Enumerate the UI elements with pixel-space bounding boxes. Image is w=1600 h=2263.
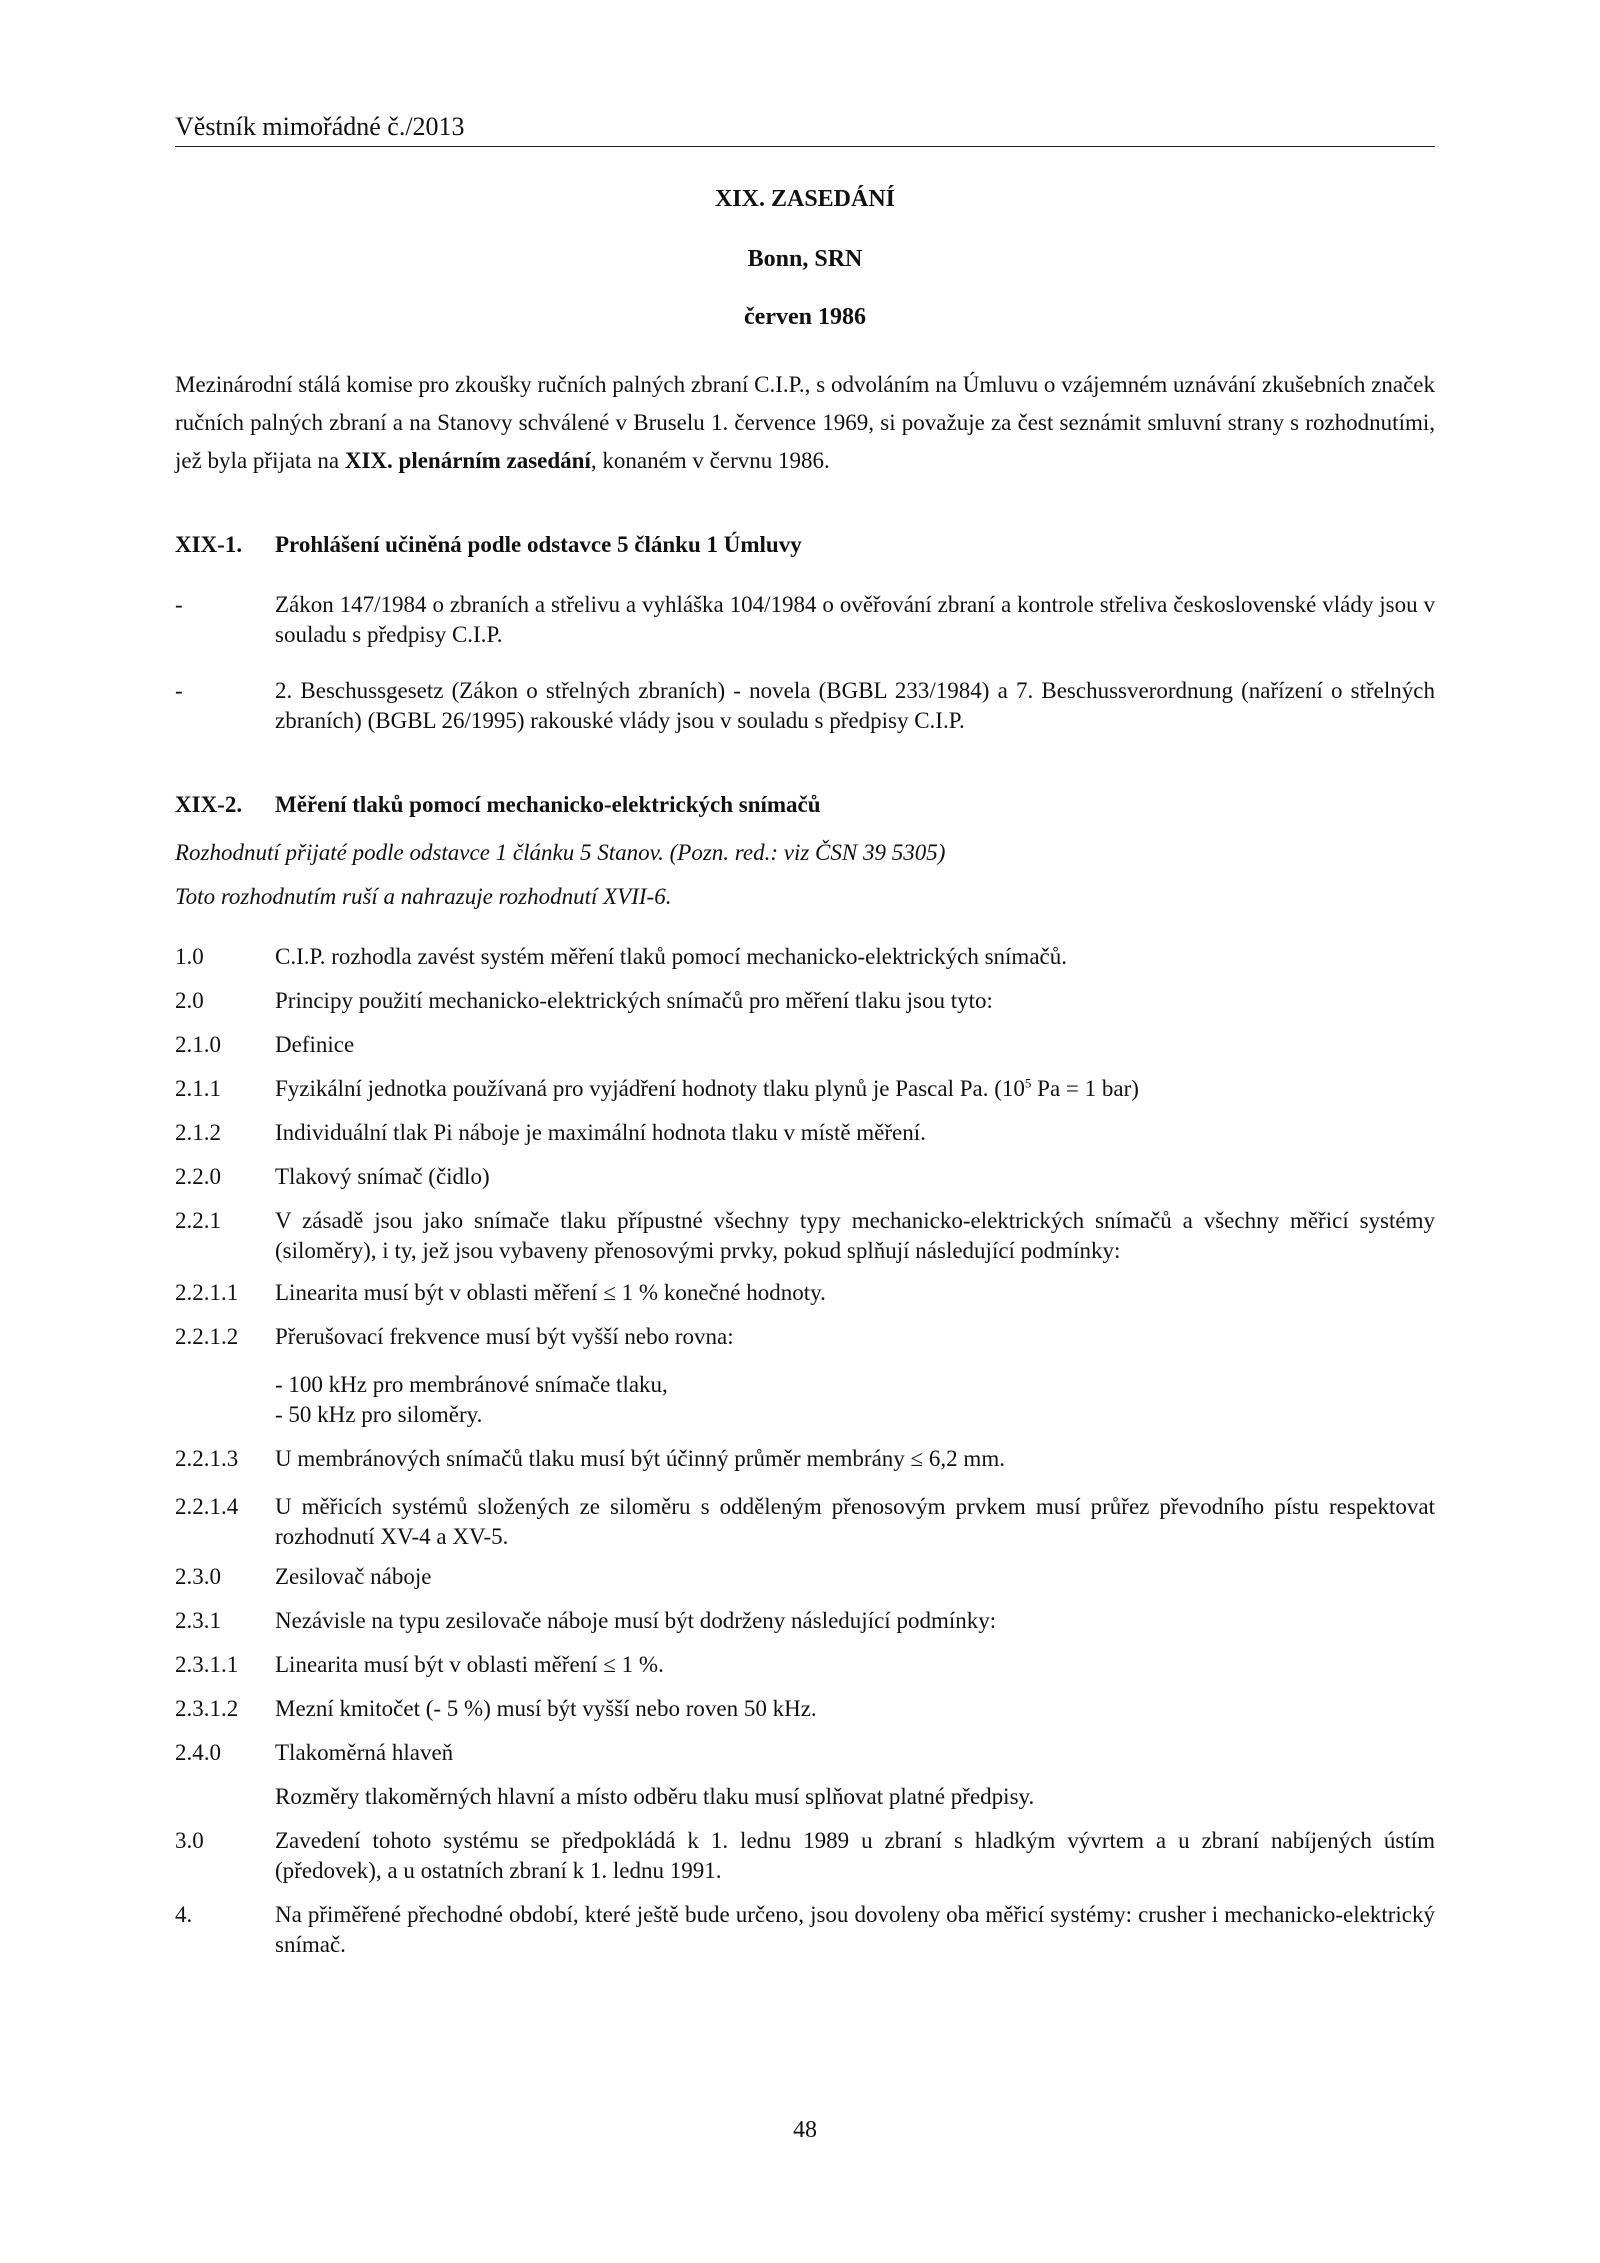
list-item [175, 1738, 1435, 1768]
list-item [175, 1694, 1435, 1724]
item-text [275, 1074, 1435, 1104]
item-text [275, 1370, 1435, 1430]
item-number: 4. [175, 1902, 193, 1927]
list-item [175, 1650, 1435, 1680]
item-text-part: Pa = 1 bar) [1031, 1076, 1139, 1101]
list-item [175, 590, 1435, 650]
item-number: 2.2.1.1 [175, 1280, 239, 1305]
page-number: 48 [793, 2117, 817, 2143]
item-number: 2.2.0 [175, 1164, 221, 1189]
item-text: C.I.P. rozhodla zavést systém měření tlaků pomocí mechanicko-elektrických snímačů. [275, 944, 1067, 969]
session-date: červen 1986 [744, 304, 866, 330]
item-number: 2.1.1 [175, 1076, 221, 1101]
section-title: Prohlášení učiněná podle odstavce 5 článku 1 Úmluvy [275, 532, 802, 557]
list-marker: - [175, 678, 183, 703]
item-number: 2.2.1.2 [175, 1324, 239, 1349]
item-number: 2.3.0 [175, 1564, 221, 1589]
sub-item: - 50 kHz pro siloměry. [275, 1402, 483, 1427]
item-text: Zavedení tohoto systému se předpokládá k 1. lednu 1989 u zbraní s hladkým vývrtem a u zbraní nabíjených ústím (předovek), a u ostatních zbraní k 1. lednu 1991. [275, 1828, 1435, 1883]
section-number: XIX-2. [175, 792, 243, 817]
item-text: Definice [275, 1032, 355, 1057]
item-text: V zásadě jsou jako snímače tlaku přípustné všechny typy mechanicko-elektrických snímačů a všechny měřicí systémy (siloměry), i ty, jež jsou vybaveny přenosovými prvky, pokud splňují následující podmínky: [275, 1208, 1435, 1263]
item-number: 2.2.1 [175, 1208, 221, 1233]
sub-item: - 100 kHz pro membránové snímače tlaku, [275, 1372, 668, 1397]
item-number: 2.0 [175, 988, 204, 1013]
list-item [175, 1074, 1435, 1104]
session-title: XIX. ZASEDÁNÍ [714, 186, 896, 212]
session-place: Bonn, SRN [747, 246, 863, 272]
item-text: Přerušovací frekvence musí být vyšší nebo rovna: [275, 1324, 734, 1349]
item-number: 2.1.0 [175, 1032, 221, 1057]
decision-note: Rozhodnutí přijaté podle odstavce 1 článku 5 Stanov. (Pozn. red.: viz ČSN 39 5305) [175, 840, 946, 865]
running-header: Věstník mimořádné č./2013 [175, 112, 1435, 147]
list-item [175, 1562, 1435, 1592]
list-text: 2. Beschussgesetz (Zákon o střelných zbraních) - novela (BGBL 233/1984) a 7. Beschussverordnung (nařízení o střelných zbraních) (BGBL 26/1995) rakouské vlády jsou v souladu s předpisy C.I.P. [275, 678, 1435, 733]
list-item [175, 1322, 1435, 1352]
item-number: 2.3.1.1 [175, 1652, 239, 1677]
list-item [175, 1782, 1435, 1812]
item-text: Zesilovač náboje [275, 1564, 432, 1589]
section-heading-1 [175, 530, 1435, 560]
intro-paragraph [175, 366, 1435, 480]
replacement-note: Toto rozhodnutím ruší a nahrazuje rozhodnutí XVII-6. [175, 884, 672, 909]
item-text: Individuální tlak Pi náboje je maximální hodnota tlaku v místě měření. [275, 1120, 926, 1145]
list-item [175, 1278, 1435, 1308]
list-item [175, 986, 1435, 1016]
list-item [175, 1370, 1435, 1430]
item-text: Nezávisle na typu zesilovače náboje musí být dodrženy následující podmínky: [275, 1608, 997, 1633]
list-item [175, 1030, 1435, 1060]
list-item [175, 1900, 1435, 1960]
list-item [175, 1206, 1435, 1266]
intro-text-end: , konaném v červnu 1986. [590, 448, 830, 473]
item-text: Linearita musí být v oblasti měření ≤ 1 %. [275, 1652, 664, 1677]
item-text-part: Fyzikální jednotka používaná pro vyjádření hodnoty tlaku plynů je Pascal Pa. (10 [275, 1076, 1025, 1101]
item-text: Linearita musí být v oblasti měření ≤ 1 % konečné hodnoty. [275, 1280, 826, 1305]
item-text: Tlakový snímač (čidlo) [275, 1164, 490, 1189]
section-title: Měření tlaků pomocí mechanicko-elektrických snímačů [275, 792, 821, 817]
item-number: 2.3.1.2 [175, 1696, 239, 1721]
intro-bold: XIX. plenárním zasedání [344, 448, 591, 473]
list-item [175, 1826, 1435, 1886]
list-item [175, 676, 1435, 736]
item-number: 2.3.1 [175, 1608, 221, 1633]
exponent: 5 [1024, 1075, 1032, 1091]
item-text: U měřicích systémů složených ze siloměru s odděleným přenosovým prvkem musí průřez převodního pístu respektovat rozhodnutí XV-4 a XV-5. [275, 1494, 1435, 1549]
item-text: U membránových snímačů tlaku musí být účinný průměr membrány ≤ 6,2 mm. [275, 1446, 1005, 1471]
item-number: 1.0 [175, 944, 204, 969]
item-text: Rozměry tlakoměrných hlavní a místo odběru tlaku musí splňovat platné předpisy. [275, 1784, 1035, 1809]
item-number: 3.0 [175, 1828, 204, 1853]
list-item [175, 1492, 1435, 1552]
item-number: 2.2.1.3 [175, 1446, 239, 1471]
item-number: 2.1.2 [175, 1120, 221, 1145]
item-number: 2.4.0 [175, 1740, 221, 1765]
list-item [175, 1444, 1435, 1474]
list-item [175, 942, 1435, 972]
item-text: Mezní kmitočet (- 5 %) musí být vyšší nebo roven 50 kHz. [275, 1696, 817, 1721]
list-item [175, 1606, 1435, 1636]
list-marker: - [175, 592, 183, 617]
section-number: XIX-1. [175, 532, 243, 557]
list-item [175, 1162, 1435, 1192]
intro-text: Mezinárodní stálá komise pro zkoušky ručních palných zbraní C.I.P., s odvoláním na Úmluvu o vzájemném uznávání zkušebních značek ručních palných zbraní a na Stanovy schválené v Bruselu 1. července 1969, si považuje za čest seznámit smluvní strany s rozhodnutími, jež byla přijata na [175, 372, 1435, 473]
list-item [175, 1118, 1435, 1148]
section-heading-2 [175, 790, 1435, 820]
item-text: Tlakoměrná hlaveň [275, 1740, 454, 1765]
item-text: Principy použití mechanicko-elektrických snímačů pro měření tlaku jsou tyto: [275, 988, 993, 1013]
item-number: 2.2.1.4 [175, 1494, 239, 1519]
list-text: Zákon 147/1984 o zbraních a střelivu a vyhláška 104/1984 o ověřování zbraní a kontrole střeliva československé vlády jsou v souladu s předpisy C.I.P. [275, 592, 1435, 647]
item-text: Na přiměřené přechodné období, které ještě bude určeno, jsou dovoleny oba měřicí systémy: crusher i mechanicko-elektrický snímač. [275, 1902, 1435, 1957]
